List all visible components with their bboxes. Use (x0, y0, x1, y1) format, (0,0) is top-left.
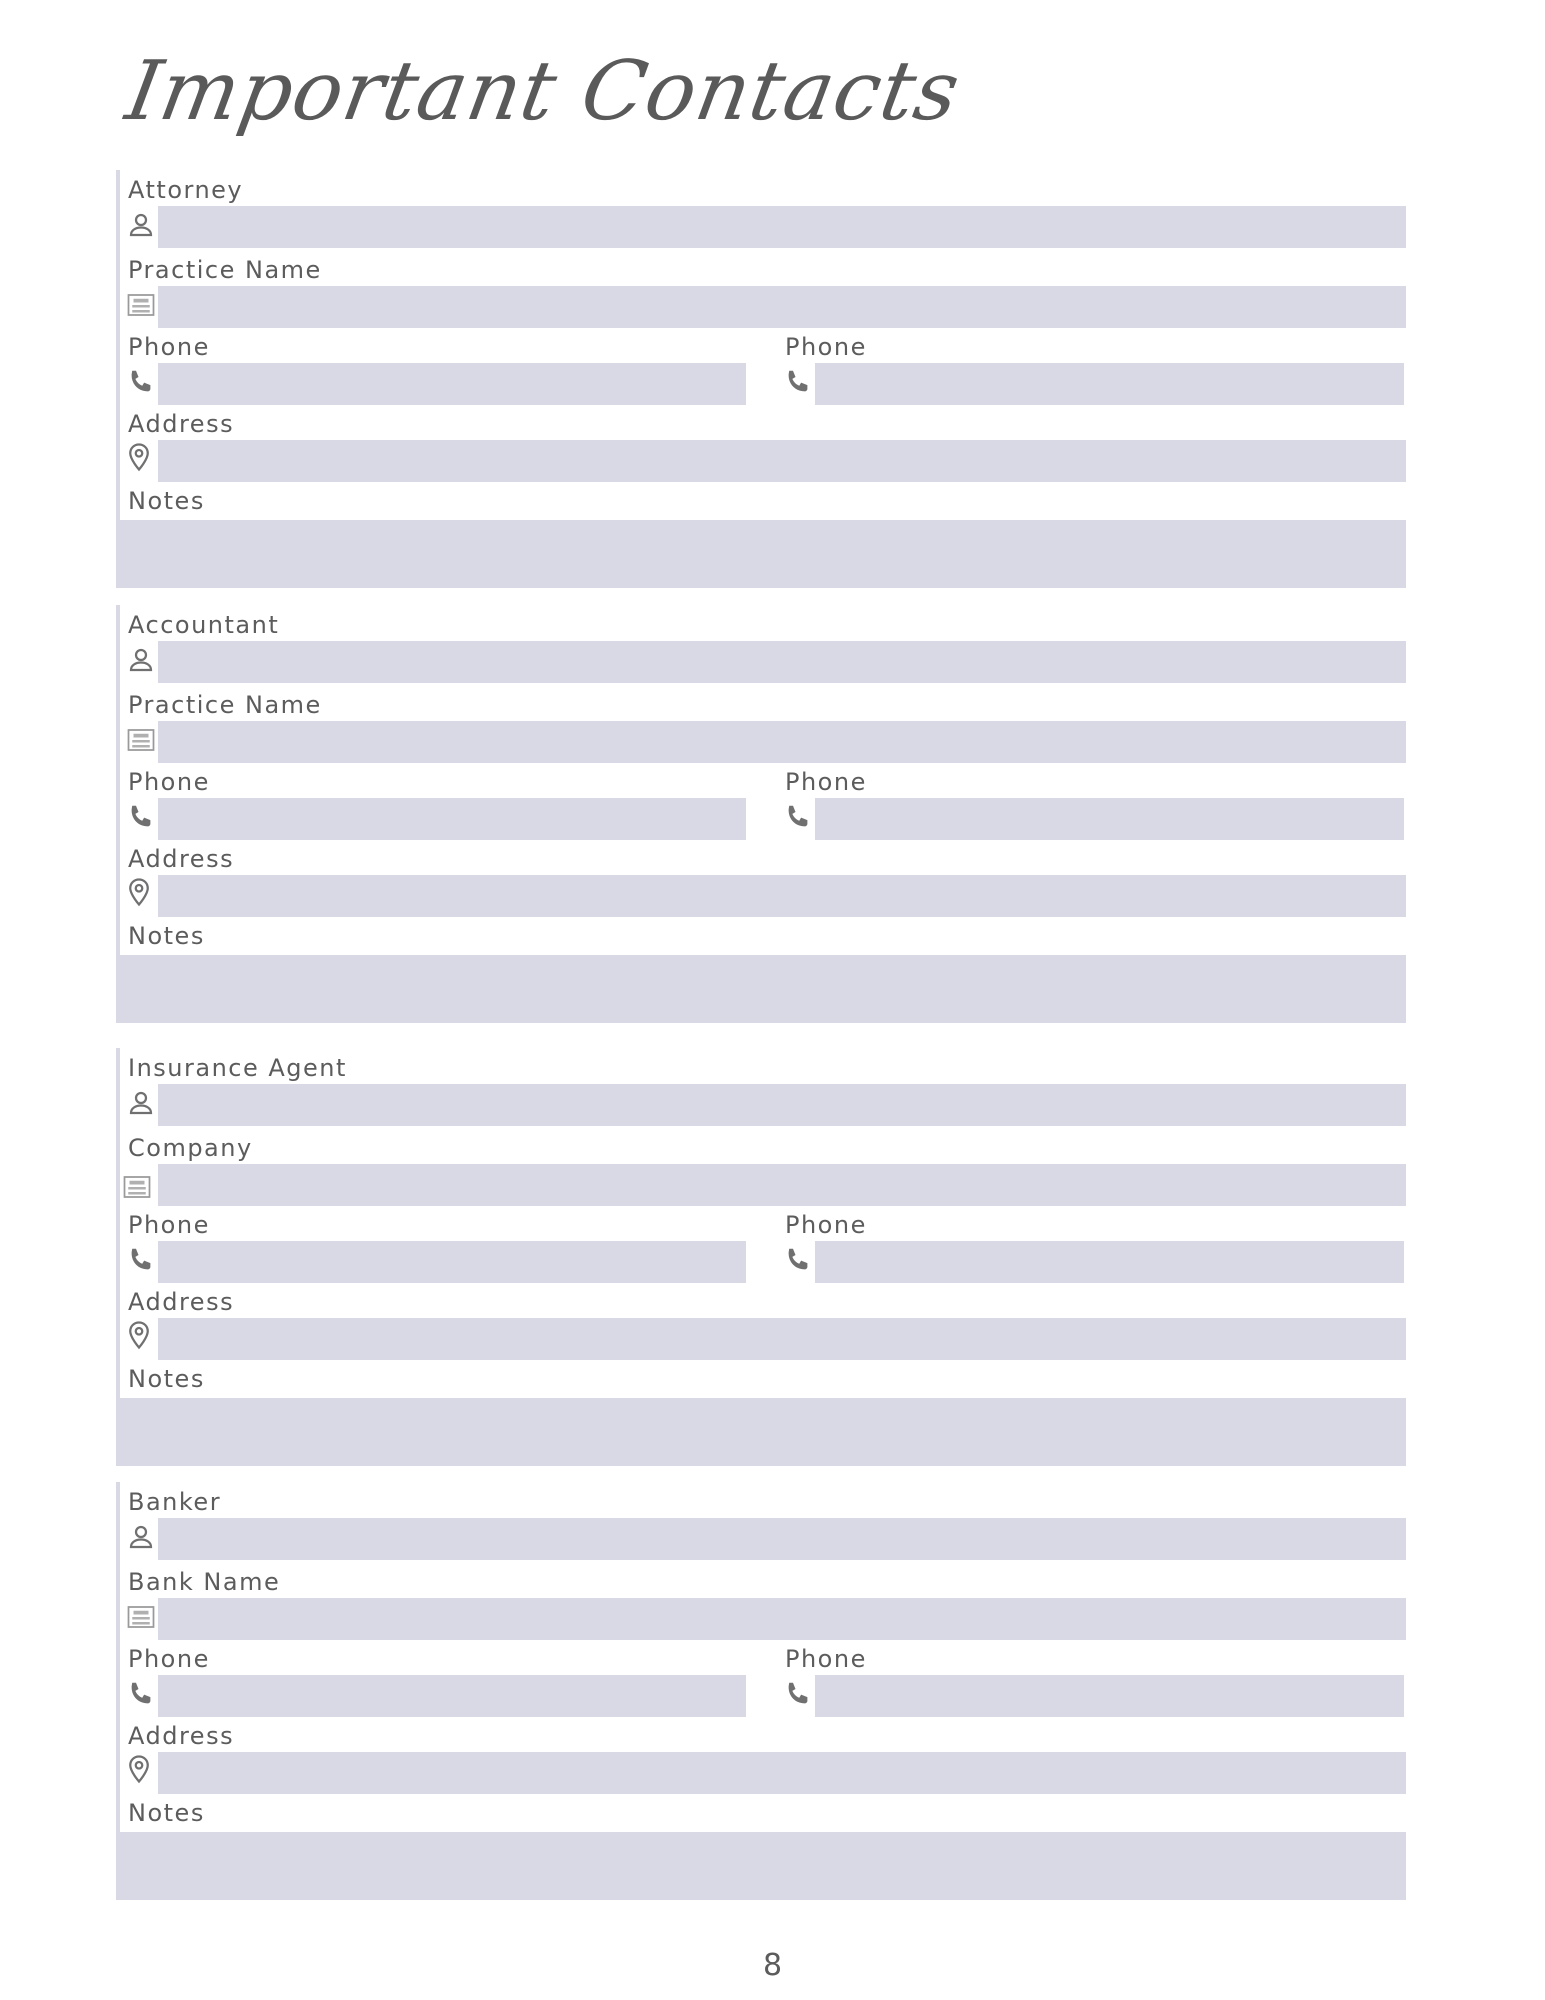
phone-field-primary[interactable] (158, 1241, 746, 1283)
name-field[interactable] (158, 206, 1406, 248)
phone-label: Phone (128, 333, 210, 361)
contact-section-attorney (116, 170, 1406, 590)
address-field[interactable] (158, 440, 1406, 482)
phone-icon (126, 1679, 156, 1709)
phone-label: Phone (128, 1211, 210, 1239)
phone-field-primary[interactable] (158, 1675, 746, 1717)
contact-section-insurance-agent (116, 1048, 1406, 1468)
address-field[interactable] (158, 1752, 1406, 1794)
notes-label: Notes (128, 487, 205, 515)
organization-field[interactable] (158, 286, 1406, 328)
phone-label: Phone (785, 1645, 867, 1673)
section-accent-bar (116, 1482, 120, 1837)
phone-field-secondary[interactable] (815, 1241, 1404, 1283)
phone-icon (126, 802, 156, 832)
location-pin-icon (124, 442, 154, 472)
location-pin-icon (124, 877, 154, 907)
building-icon (122, 1172, 152, 1202)
phone-label: Phone (785, 768, 867, 796)
address-field[interactable] (158, 1318, 1406, 1360)
phone-icon (126, 367, 156, 397)
contact-section-accountant (116, 605, 1406, 1025)
phone-icon (783, 1245, 813, 1275)
notes-label: Notes (128, 922, 205, 950)
address-label: Address (128, 845, 235, 873)
phone-field-primary[interactable] (158, 798, 746, 840)
role-label: Attorney (128, 176, 244, 204)
section-accent-bar (116, 605, 120, 960)
organization-label: Practice Name (128, 256, 322, 284)
name-field[interactable] (158, 1084, 1406, 1126)
person-icon (126, 1088, 156, 1118)
page-number: 8 (762, 1948, 783, 1983)
phone-field-primary[interactable] (158, 363, 746, 405)
notes-field[interactable] (116, 955, 1406, 1023)
address-label: Address (128, 410, 235, 438)
contact-section-banker (116, 1482, 1406, 1902)
name-field[interactable] (158, 641, 1406, 683)
building-icon (126, 1602, 156, 1632)
location-pin-icon (124, 1754, 154, 1784)
address-label: Address (128, 1288, 235, 1316)
section-accent-bar (116, 170, 120, 525)
person-icon (126, 210, 156, 240)
location-pin-icon (124, 1320, 154, 1350)
role-label: Insurance Agent (128, 1054, 347, 1082)
page-title: Important Contacts (119, 44, 967, 139)
address-label: Address (128, 1722, 235, 1750)
phone-icon (783, 802, 813, 832)
phone-field-secondary[interactable] (815, 1675, 1404, 1717)
organization-field[interactable] (158, 721, 1406, 763)
notes-field[interactable] (116, 1398, 1406, 1466)
phone-icon (783, 367, 813, 397)
organization-label: Bank Name (128, 1568, 281, 1596)
person-icon (126, 645, 156, 675)
organization-label: Company (128, 1134, 253, 1162)
building-icon (126, 725, 156, 755)
organization-label: Practice Name (128, 691, 322, 719)
phone-icon (126, 1245, 156, 1275)
notes-label: Notes (128, 1365, 205, 1393)
phone-label: Phone (128, 768, 210, 796)
organization-field[interactable] (158, 1164, 1406, 1206)
phone-field-secondary[interactable] (815, 363, 1404, 405)
notes-field[interactable] (116, 1832, 1406, 1900)
role-label: Banker (128, 1488, 222, 1516)
phone-field-secondary[interactable] (815, 798, 1404, 840)
organization-field[interactable] (158, 1598, 1406, 1640)
notes-field[interactable] (116, 520, 1406, 588)
phone-label: Phone (785, 333, 867, 361)
phone-icon (783, 1679, 813, 1709)
phone-label: Phone (785, 1211, 867, 1239)
notes-label: Notes (128, 1799, 205, 1827)
phone-label: Phone (128, 1645, 210, 1673)
role-label: Accountant (128, 611, 280, 639)
name-field[interactable] (158, 1518, 1406, 1560)
building-icon (126, 290, 156, 320)
address-field[interactable] (158, 875, 1406, 917)
section-accent-bar (116, 1048, 120, 1403)
person-icon (126, 1522, 156, 1552)
